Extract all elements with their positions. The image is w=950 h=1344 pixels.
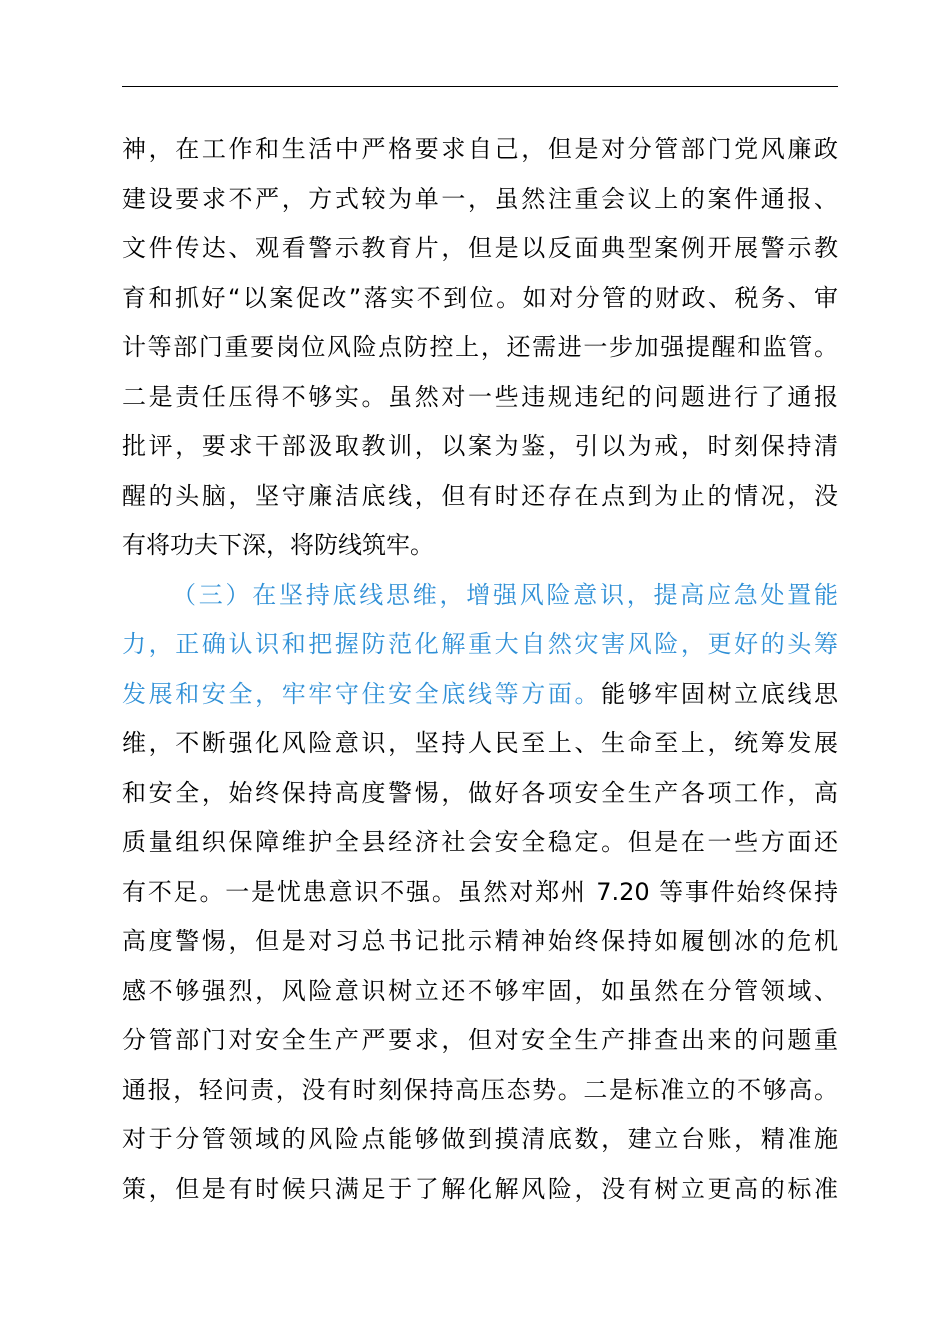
text-line: 计等部门重要岗位风险点防控上，还需进一步加强提醒和监管。 [122, 333, 838, 361]
text-line: 维，不断强化风险意识，坚持人民至上、生命至上，统筹发展 [122, 729, 838, 757]
text-line: 质量组织保障维护全县经济社会安全稳定。但是在一些方面还 [122, 828, 838, 856]
text-line: 对于分管领域的风险点能够做到摸清底数，建立台账，精准施 [122, 1125, 838, 1153]
section-heading-line: 力，正确认识和把握防范化解重大自然灾害风险，更好的头筹 [122, 630, 838, 658]
text-line: 批评，要求干部汲取教训，以案为鉴，引以为戒，时刻保持清 [122, 432, 838, 460]
text-line: 分管部门对安全生产严要求，但对安全生产排查出来的问题重 [122, 1026, 838, 1054]
text-line: 通报，轻问责，没有时刻保持高压态势。二是标准立的不够高。 [122, 1075, 838, 1104]
section-heading-tail: 发展和安全，牢牢守住安全底线等方面。 [122, 679, 602, 708]
text-line: 高度警惕，但是对习总书记批示精神始终保持如履刨冰的危机 [122, 927, 838, 955]
text-line: 建设要求不严，方式较为单一，虽然注重会议上的案件通报、 [122, 184, 838, 213]
text-line: 文件传达、观看警示教育片，但是以反面典型案例开展警示教 [122, 234, 838, 262]
text-line: 感不够强烈，风险意识树立还不够牢固，如虽然在分管领域、 [122, 976, 838, 1005]
text-line: 有不足。一是忧患意识不强。虽然对郑州 7.20 等事件始终保持 [122, 877, 838, 906]
text-line: 二是责任压得不够实。虽然对一些违规违纪的问题进行了通报 [122, 382, 838, 411]
header-rule [122, 86, 838, 87]
text-line: 醒的头脑，坚守廉洁底线，但有时还存在点到为止的情况，没 [122, 481, 838, 510]
text-line: 育和抓好“以案促改”落实不到位。如对分管的财政、税务、审 [122, 283, 838, 312]
document-body [122, 125, 838, 1214]
text-line: 策，但是有时候只满足于了解化解风险，没有树立更高的标准 [122, 1174, 838, 1203]
text-line: 有将功夫下深，将防线筑牢。 [122, 531, 434, 559]
section-heading-line: （三）在坚持底线思维，增强风险意识，提高应急处置能 [172, 580, 838, 609]
mixed-line [122, 670, 838, 720]
text-line: 和安全，始终保持高度警惕，做好各项安全生产各项工作，高 [122, 778, 838, 807]
section-body-start: 能够牢固树立底线思 [601, 679, 839, 708]
text-line: 神，在工作和生活中严格要求自己，但是对分管部门党风廉政 [122, 135, 838, 163]
